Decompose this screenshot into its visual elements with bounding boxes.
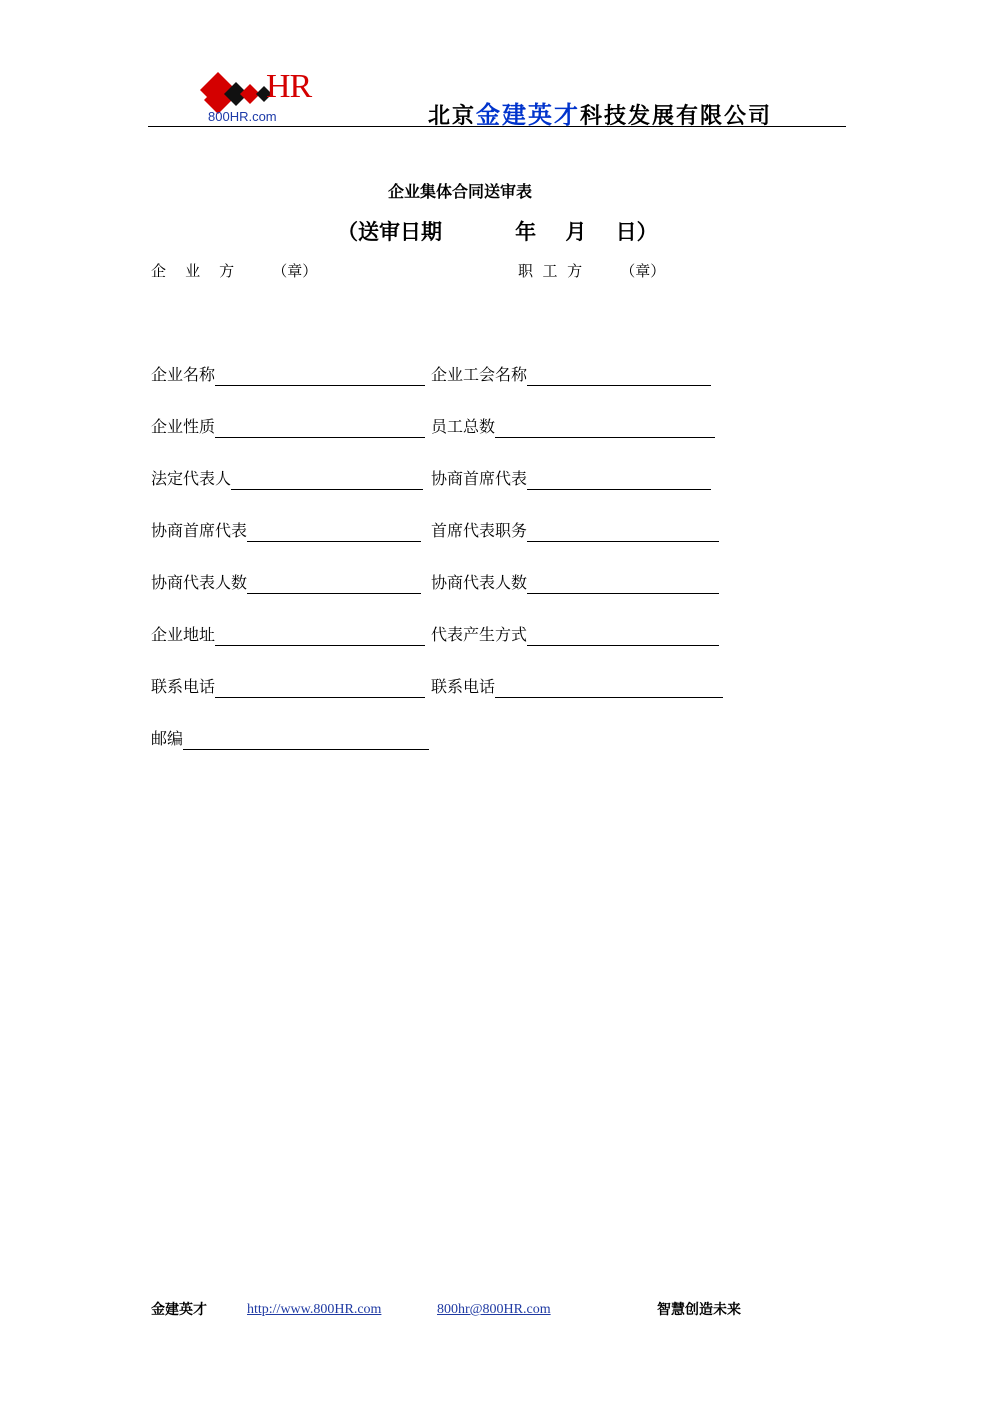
footer-email-link[interactable]: 800hr@800HR.com <box>437 1302 551 1317</box>
logo-mark: HR <box>266 68 312 105</box>
form-field <box>151 468 423 492</box>
field-label: 企业地址 <box>151 625 216 644</box>
form-field <box>151 676 425 700</box>
field-label: 企业性质 <box>151 417 216 436</box>
company-highlight: 金建英才 <box>476 101 581 129</box>
form-field <box>151 572 421 596</box>
form-row <box>151 728 851 752</box>
form-field <box>431 364 711 388</box>
footer-website-link[interactable]: http://www.800HR.com <box>247 1302 382 1317</box>
company-suffix: 科技发展有限公司 <box>580 104 773 129</box>
fill-in-line[interactable] <box>495 676 723 698</box>
field-label: 邮编 <box>151 729 184 748</box>
field-label: 协商代表人数 <box>431 573 528 592</box>
fill-in-line[interactable] <box>527 572 719 594</box>
form-row <box>151 676 851 700</box>
header-rule <box>148 126 846 127</box>
fill-in-line[interactable] <box>215 364 425 386</box>
form-field <box>431 624 719 648</box>
form-row <box>151 364 851 388</box>
fill-in-line[interactable] <box>215 416 425 438</box>
fill-in-line[interactable] <box>527 468 711 490</box>
field-label: 代表产生方式 <box>431 625 528 644</box>
field-label: 协商首席代表 <box>431 469 528 488</box>
fill-in-line[interactable] <box>527 624 719 646</box>
field-label: 联系电话 <box>431 677 496 696</box>
fill-in-line[interactable] <box>183 728 429 750</box>
document-title: 企业集体合同送审表 <box>387 182 532 201</box>
form-field <box>431 572 719 596</box>
field-label: 联系电话 <box>151 677 216 696</box>
logo-site: 800HR.com <box>208 109 277 124</box>
company-prefix: 北京 <box>428 104 477 129</box>
form-row <box>151 416 851 440</box>
field-label: 法定代表人 <box>151 469 232 488</box>
fill-in-line[interactable] <box>215 676 425 698</box>
form-field <box>151 416 425 440</box>
form-field <box>151 624 425 648</box>
field-label: 协商代表人数 <box>151 573 248 592</box>
fill-in-line[interactable] <box>527 520 719 542</box>
fill-in-line[interactable] <box>247 520 421 542</box>
company-logo <box>196 68 316 128</box>
company-name <box>428 100 772 132</box>
field-label: 企业名称 <box>151 365 216 384</box>
field-label: 员工总数 <box>431 417 496 436</box>
fill-in-line[interactable] <box>215 624 425 646</box>
footer-brand: 金建英才 <box>151 1302 207 1318</box>
form-row <box>151 468 851 492</box>
fill-in-line[interactable] <box>247 572 421 594</box>
field-label: 协商首席代表 <box>151 521 248 540</box>
field-label: 企业工会名称 <box>431 365 528 384</box>
footer-slogan: 智慧创造未来 <box>657 1302 741 1318</box>
fill-in-line[interactable] <box>231 468 423 490</box>
employee-party-seal: 职 工 方 （章） <box>518 262 666 280</box>
form-field <box>151 728 429 752</box>
form-field <box>431 416 715 440</box>
form-field <box>431 676 723 700</box>
form-row <box>151 520 851 544</box>
fill-in-line[interactable] <box>527 364 711 386</box>
form-row <box>151 624 851 648</box>
form-row <box>151 572 851 596</box>
form-field <box>431 468 711 492</box>
field-label: 首席代表职务 <box>431 521 528 540</box>
form-field <box>151 364 425 388</box>
form-field <box>151 520 421 544</box>
submission-date-line: （送审日期 年 月 日） <box>337 219 658 244</box>
enterprise-party-seal: 企 业 方 （章） <box>151 262 318 280</box>
form-field <box>431 520 719 544</box>
fill-in-line[interactable] <box>495 416 715 438</box>
